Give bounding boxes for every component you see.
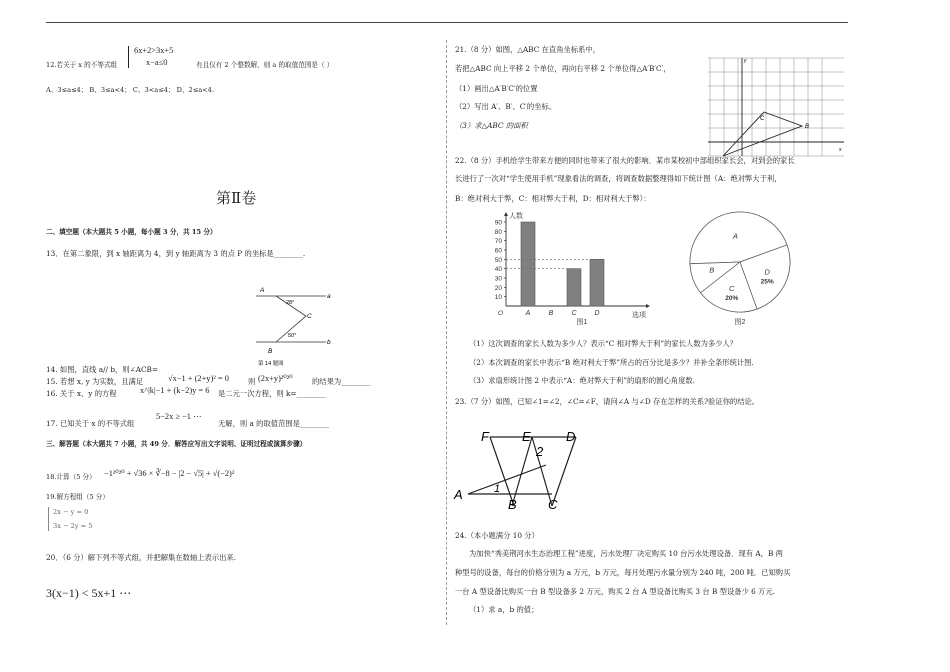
q22-c: B：绝对利大于弊，C：相对弊大于利，D：相对利大于弊）： [455, 194, 651, 203]
section-title: 第Ⅱ卷 [216, 189, 257, 207]
q12-brace [128, 46, 129, 68]
q24-b: 为加快“秀美荆河水生态治理工程”进度，污水处理厂决定购买 10 台污水处理设备．现有 A，B 两 [469, 549, 783, 558]
fig-label-2: 2 [536, 444, 544, 459]
q23: 23.（7 分）如图，已知∠1=∠2，∠C=∠F，请问∠A 与∠D 存在怎样的关系?验证你的结论。 [455, 397, 760, 406]
fill-heading: 二、填空题（本大题共 5 小题，每小题 3 分，共 15 分） [46, 228, 217, 236]
q19-eq2: 3x − 2y = 5 [53, 522, 93, 530]
label-A: A [260, 287, 265, 294]
fig-label-1: 1 [494, 483, 501, 495]
q13: 13．在第二象限，到 x 轴距离为 4，到 y 轴距离为 3 的点 P 的坐标是________. [46, 249, 306, 258]
q15-a: 15. 若想 x, y 为实数，且满足 [46, 377, 144, 386]
q21-2: （2）写出 A′、B′、C′的坐标。 [455, 102, 557, 111]
bar-title: 图1 [576, 319, 588, 326]
q24-1: （1）求 a，b 的值； [469, 605, 539, 614]
q16-expr: x^|k|−1 + (k−2)y = 6 [140, 386, 210, 395]
pie-chart [680, 208, 800, 330]
q22-b: 长进行了一次对“学生使用手机”现象看法的调查，将调查数据整理得如下统计图（A：绝对弊大于利， [455, 174, 782, 183]
bar-category-label: A [525, 310, 531, 317]
q12-options: A、3≤a≤4； B、3≤a<4； C、3<a≤4； D、2≤a<4. [46, 86, 214, 94]
fig-label-D: D [566, 429, 576, 444]
pie-label: C [729, 283, 735, 293]
column-divider [446, 40, 448, 625]
q15-expr: √x−1 + (2+y)² = 0 [168, 374, 229, 383]
q20: 20．（6 分）解下列不等式组，并把解集在数轴上表示出来. [46, 553, 237, 562]
bar-y-tick-label: 40 [494, 266, 502, 274]
label-B: B [268, 348, 273, 355]
q21-3: （3）求△ABC 的面积 [455, 121, 528, 130]
bar-y-tick-label: 20 [494, 284, 502, 292]
q12-ineq1: 6x+2>3x+5 [134, 46, 174, 55]
q12-ineq2: x−a≤0 [146, 58, 168, 67]
solve-heading: 三、解答题（本大题共 7 小题，共 49 分．解答应写出文字说明、证明过程或演算步骤） [46, 440, 307, 448]
q17-expr: 5−2x ≥ −1 ⋯ [156, 412, 202, 421]
pie-percent-label: 20% [725, 294, 739, 302]
q17-a: 17. 已知关于 x 的不等式组 [46, 419, 135, 428]
bar-x-arrow [646, 304, 650, 308]
top-rule [46, 22, 848, 23]
line-a-mid [468, 465, 546, 494]
q18-expr: −1²⁰²⁰ + √36 × ∛−8 − |2 − √5| + √(−2)² [104, 469, 235, 478]
q23-figure [452, 426, 592, 516]
q15-c: 的结果为________ [312, 377, 371, 386]
q24-d: 一台 A 型设备比购买一台 B 型设备多 2 万元，购买 2 台 A 型设备比购买 3 台 B 型设备少 6 万元. [455, 587, 776, 596]
q12-suffix: 有且仅有 2 个整数解，则 a 的取值范围是（ ） [196, 61, 334, 69]
q14-caption: 第 14 题图 [258, 361, 284, 367]
q12-prefix: 12.若关于 x 的不等式组 [46, 61, 118, 69]
bar-category-label: C [571, 310, 577, 317]
label-angle-28: 28° [286, 300, 295, 306]
bar-y-tick-label: 90 [494, 219, 502, 227]
fig-label-E: E [522, 429, 531, 444]
q20-expr: 3(x−1) < 5x+1 ⋯ [46, 586, 132, 600]
q19-eq1: 2x − y = 0 [53, 508, 89, 516]
q19-label: 19.解方程组（5 分） [46, 493, 109, 501]
pie-title: 图2 [734, 319, 746, 326]
pie-label: B [709, 265, 715, 275]
bar-y-tick-label: 10 [494, 294, 502, 302]
grid-label-C: C [760, 116, 765, 122]
bar-category-label: D [594, 310, 600, 317]
bar-D [590, 259, 604, 306]
fig-label-F: F [481, 429, 489, 444]
label-a: a [327, 293, 331, 300]
q24-c: 种型号的设备，每台的价格分别为 a 万元，b 万元，每月处理污水量分别为 240 吨，200 吨．已知购买 [455, 568, 791, 577]
fig-label-B: B [508, 497, 517, 512]
bar-ylabel: 人数 [509, 213, 523, 220]
q21-b: 若把△ABC 向上平移 2 个单位，再向右平移 2 个单位得△A′B′C′， [455, 64, 671, 73]
q17-b: 无解，则 a 的取值范围是________ [218, 419, 330, 428]
bar-y-tick-label: 80 [494, 228, 502, 236]
pie-label: D [764, 267, 770, 277]
q16-a: 16. 关于 x、y 的方程 [46, 389, 117, 398]
bar-y-tick-label: 30 [494, 275, 502, 283]
bar-origin-label: O [498, 310, 504, 317]
pie-label: A [732, 231, 738, 241]
q22-a: 22.（8 分）手机给学生带来方便的同时也带来了很大的影响．某市某校初中部组织家长会，对到会的家长 [455, 156, 795, 165]
grid-label-y: y [744, 58, 747, 64]
fig-label-C: C [548, 497, 558, 512]
label-b: b [327, 339, 331, 346]
q22-2: （2）本次调查的家长中表示“B 绝对利大于弊”所占的百分比是多少？并补全条形统计图. [469, 358, 754, 367]
line-dc [552, 437, 576, 506]
q24-a: 24.（本小题满分 10 分） [455, 531, 539, 540]
q21-coordinate-grid [706, 56, 846, 160]
bar-y-tick-label: 60 [494, 247, 502, 255]
grid-lines [708, 58, 844, 156]
q22-1: （1）这次调查的家长人数为多少人？表示“C 相对弊大于利”的家长人数为多少人？ [469, 339, 738, 348]
bar-chart [482, 208, 662, 330]
grid-label-B: B [805, 124, 810, 130]
bar-y-arrow [504, 212, 508, 216]
fig-label-A: A [454, 487, 463, 502]
bar-xlabel: 选项 [632, 312, 646, 319]
pie-percent-label: 25% [760, 278, 774, 286]
q18-label: 18.计算（5 分） [46, 473, 96, 481]
bar-y-tick-label: 70 [494, 238, 502, 246]
bar-category-label: B [548, 310, 554, 317]
bar-C [567, 269, 581, 306]
q21-a: 21.（8 分）如图，△ABC 在直角坐标系中， [455, 45, 601, 54]
q14: 14. 如图，直线 a// b，则∠ACB= [46, 365, 159, 374]
q19-brace [48, 507, 49, 531]
q16-b: 是二元一次方程，则 k=________ [218, 389, 326, 398]
bar-y-tick-label: 50 [494, 256, 502, 264]
line-fb [490, 437, 514, 506]
grid-label-x: x [839, 147, 842, 153]
q15-expr2: (2x+y)²⁰²⁰ [258, 374, 293, 383]
bar-A [521, 222, 535, 306]
q14-figure [240, 283, 350, 373]
label-angle-50: 50° [288, 333, 297, 339]
q22-3: （3）求扇形统计图 2 中表示“A：绝对弊大于利”的扇形的圆心角度数. [469, 376, 695, 385]
q15-b: 则 [248, 377, 256, 386]
label-C: C [307, 313, 312, 320]
q21-1: （1）画出△A′B′C′的位置 [455, 84, 538, 93]
